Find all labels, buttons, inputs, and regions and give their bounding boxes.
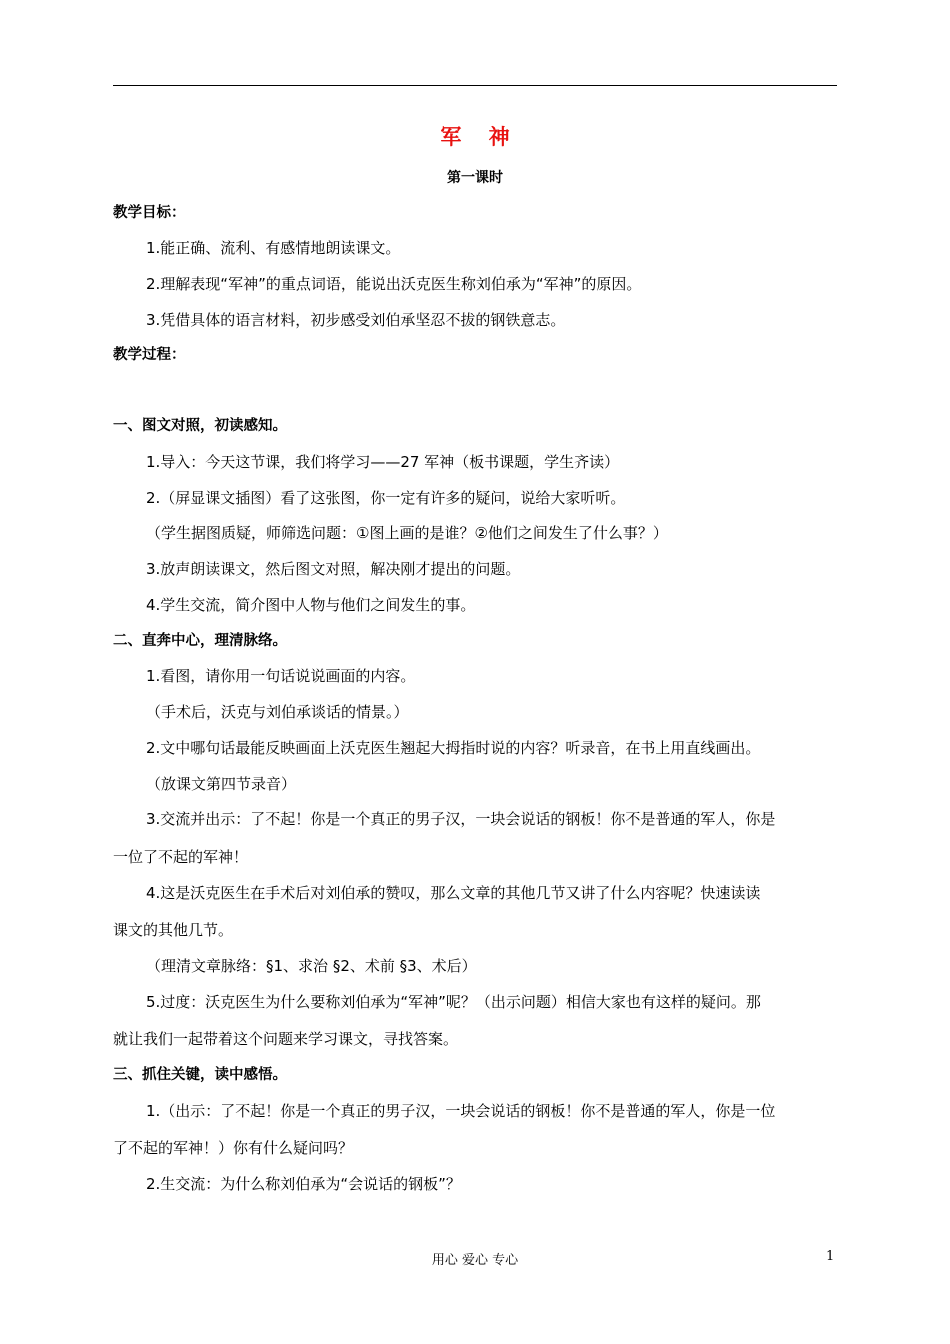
note: （理清文章脉络：§1、求治 §2、术前 §3、术后） (146, 957, 477, 975)
lesson-title: 军 神 (440, 125, 520, 149)
paragraph-continued: 就让我们一起带着这个问题来学习课文，寻找答案。 (113, 1030, 459, 1048)
paragraph: 1.导入：今天这节课，我们将学习——27 军神（板书课题，学生齐读） (146, 453, 620, 471)
section-heading: 二、直奔中心，理清脉络。 (113, 633, 287, 649)
paragraph: 4.这是沃克医生在手术后对刘伯承的赞叹，那么文章的其他几节又讲了什么内容呢？快速读读 (146, 884, 761, 902)
paragraph: 4.学生交流，简介图中人物与他们之间发生的事。 (146, 596, 476, 614)
paragraph: 5.过度：沃克医生为什么要称刘伯承为“军神”呢？（出示问题）相信大家也有这样的疑问。那 (146, 993, 761, 1011)
section-heading: 一、图文对照，初读感知。 (113, 418, 287, 434)
goal-item: 2.理解表现“军神”的重点词语，能说出沃克医生称刘伯承为“军神”的原因。 (146, 275, 642, 293)
paragraph: 1.（出示：了不起！你是一个真正的男子汉，一块会说话的钢板！你不是普通的军人，你是一位 (146, 1102, 776, 1120)
process-heading: 教学过程： (113, 347, 186, 363)
paragraph-continued: 一位了不起的军神！ (113, 848, 249, 866)
note: （手术后，沃克与刘伯承谈话的情景。） (146, 703, 409, 721)
paragraph: 1.看图，请你用一句话说说画面的内容。 (146, 667, 416, 685)
note: （放课文第四节录音） (146, 775, 297, 793)
paragraph: 3.放声朗读课文，然后图文对照，解决刚才提出的问题。 (146, 560, 521, 578)
header-rule (113, 85, 837, 86)
lesson-subtitle: 第一课时 (447, 170, 503, 186)
paragraph: 3.交流并出示：了不起！你是一个真正的男子汉，一块会说话的钢板！你不是普通的军人，你是 (146, 810, 776, 828)
page-number: 1 (826, 1249, 835, 1264)
paragraph: 2.（屏显课文插图）看了这张图，你一定有许多的疑问，说给大家听听。 (146, 489, 626, 507)
goal-item: 3.凭借具体的语言材料，初步感受刘伯承坚忍不拔的钢铁意志。 (146, 311, 566, 329)
note: （学生据图质疑，师筛选问题：①图上画的是谁？②他们之间发生了什么事？） (146, 524, 668, 542)
paragraph-continued: 了不起的军神！）你有什么疑问吗？ (113, 1139, 354, 1157)
paragraph: 2.文中哪句话最能反映画面上沃克医生翘起大拇指时说的内容？听录音，在书上用直线画出。 (146, 739, 761, 757)
footer-motto: 用心 爱心 专心 (431, 1253, 519, 1268)
paragraph: 2.生交流：为什么称刘伯承为“会说话的钢板”？ (146, 1175, 461, 1193)
goal-item: 1.能正确、流利、有感情地朗读课文。 (146, 239, 401, 257)
section-heading: 三、抓住关键，读中感悟。 (113, 1067, 287, 1083)
paragraph-continued: 课文的其他几节。 (113, 921, 234, 939)
goals-heading: 教学目标： (113, 205, 186, 221)
